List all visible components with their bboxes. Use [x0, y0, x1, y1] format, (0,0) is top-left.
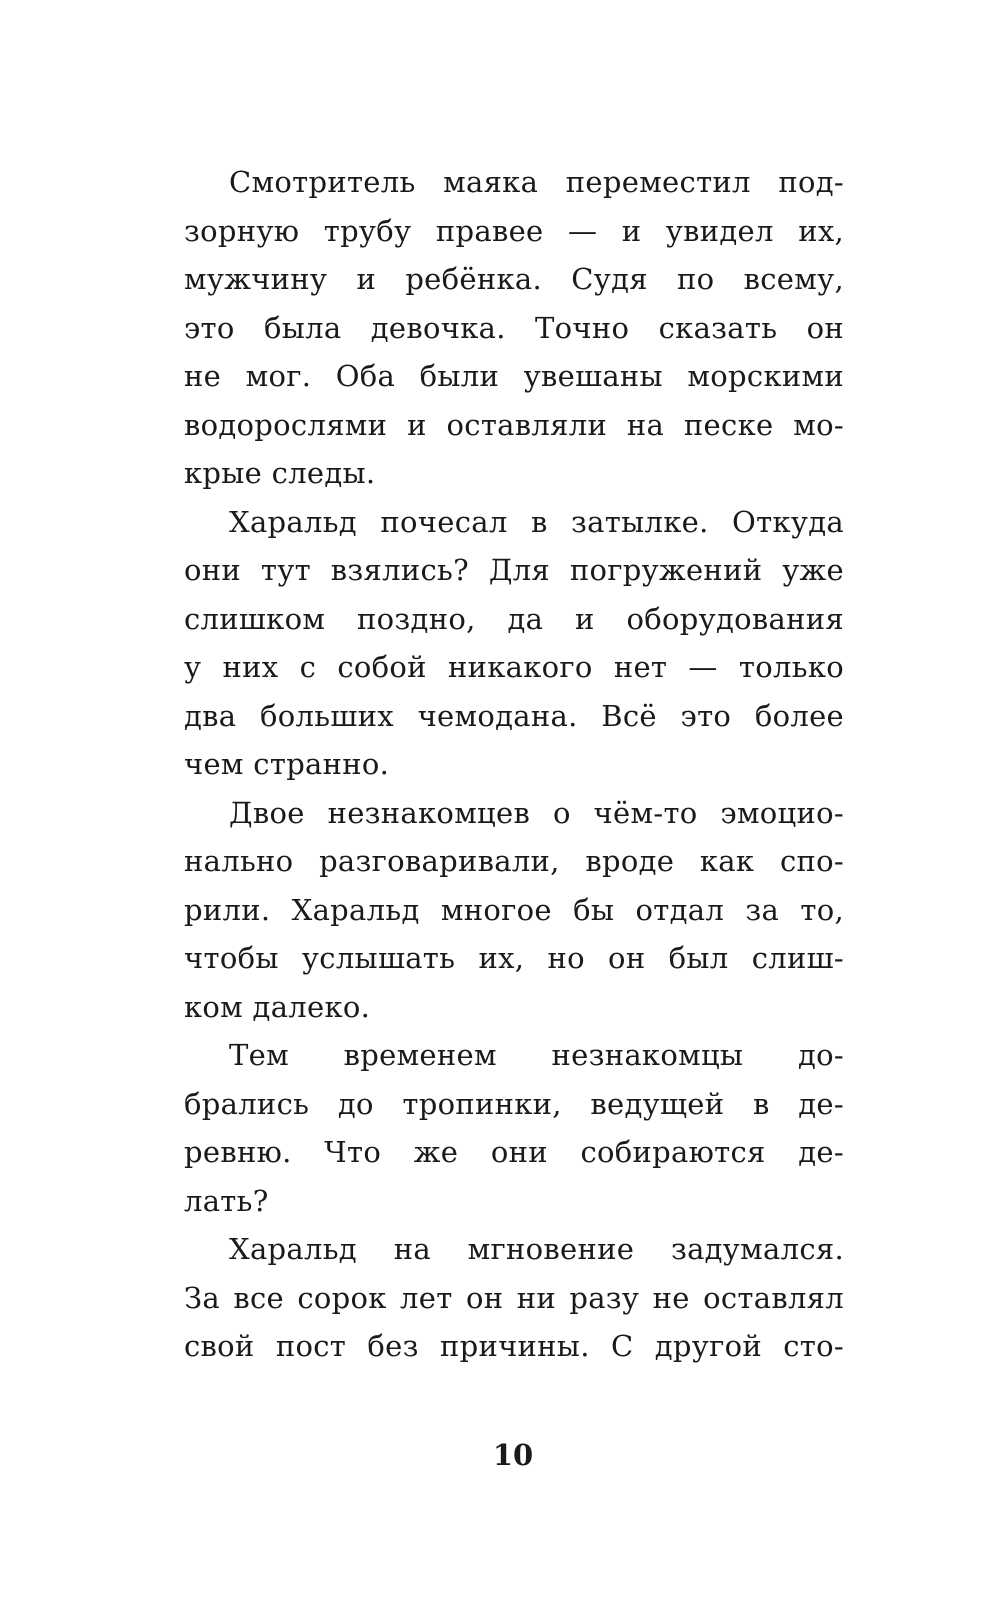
page-number: 10 [492, 1438, 534, 1472]
page-text [184, 158, 844, 1371]
text-line: водорослями и оставляли на песке мо- [184, 407, 844, 442]
text-line: рили. Харальд многое бы отдал за то, [184, 892, 844, 927]
paragraph [184, 1225, 844, 1371]
text-line: два больших чемодана. Всё это более [184, 698, 844, 733]
text-line: нально разговаривали, вроде как спо- [184, 844, 844, 878]
text-line: ком далеко. [184, 989, 371, 1024]
text-line: чтобы услышать их, но он был слиш- [184, 941, 844, 975]
text-line: мужчину и ребёнка. Судя по всему, [184, 262, 844, 296]
text-line: лать? [184, 1183, 269, 1218]
text-line: Харальд на мгновение задумался. [229, 1232, 844, 1266]
text-line: чем странно. [184, 747, 390, 781]
text-line: Тем временем незнакомцы до- [229, 1038, 844, 1072]
text-line: Харальд почесал в затылке. Откуда [229, 504, 844, 539]
text-line: зорную трубу правее — и увидел их, [184, 213, 844, 248]
text-line: слишком поздно, да и оборудования [184, 601, 844, 636]
paragraph [184, 1031, 844, 1225]
text-line: свой пост без причины. С другой сто- [184, 1329, 844, 1363]
text-line: у них с собой никакого нет — только [184, 650, 844, 684]
paragraph [184, 789, 844, 1032]
text-line: это была девочка. Точно сказать он [184, 310, 844, 345]
text-line: не мог. Оба были увешаны морскими [184, 359, 844, 393]
text-line: ревню. Что же они собираются де- [184, 1135, 844, 1169]
text-line: Двое незнакомцев о чём-то эмоцио- [229, 795, 844, 830]
text-line: они тут взялись? Для погружений уже [184, 553, 844, 587]
text-line: крые следы. [184, 456, 376, 490]
text-line: За все сорок лет он ни разу не оставлял [184, 1280, 844, 1315]
paragraph [184, 498, 844, 789]
text-line: Смотритель маяка переместил под- [229, 165, 844, 199]
text-line: брались до тропинки, ведущей в де- [184, 1086, 844, 1121]
paragraph [184, 158, 844, 498]
